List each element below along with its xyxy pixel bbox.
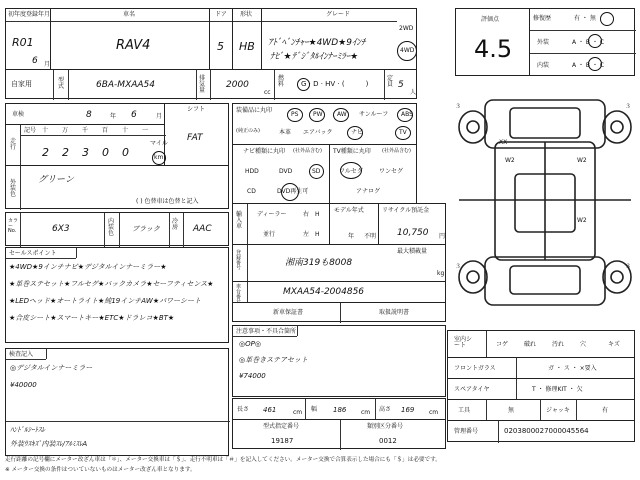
cc-unit: cc <box>264 89 271 96</box>
inspection-year: 8 <box>86 110 92 120</box>
car-outline-diagram <box>455 82 635 327</box>
diagram-mark-w2-1: W2 <box>505 157 515 164</box>
inspection-month-unit: 月 <box>156 113 163 120</box>
model-year-cell <box>329 203 379 245</box>
sales-points-title: セールスポイント <box>9 250 57 257</box>
remarks-cell <box>232 325 446 397</box>
repair-options: 有 ・ 無 <box>574 15 596 22</box>
equipment-item: ABS <box>401 111 413 118</box>
diagram-mark-xx: XX <box>499 139 508 146</box>
model-year-unknown: 不明 <box>364 233 377 240</box>
mileage-sym-label: 記号 <box>24 127 37 134</box>
nav-cd: CD <box>247 188 256 195</box>
car-diagram <box>455 82 635 327</box>
mileage-digit-head: 百 <box>102 127 109 134</box>
tv-types <box>329 144 417 204</box>
width-value: 186 <box>333 406 347 414</box>
capacity-label: 定員 <box>387 75 394 88</box>
nav-hdd: HDD <box>245 168 259 175</box>
mileage-digit: 0 <box>122 146 129 159</box>
codes-row <box>5 212 229 246</box>
tv-note: (社外品含む) <box>382 148 411 154</box>
int-options: A ・ B ・ C <box>572 62 605 69</box>
model-code: 6BA-MXAA54 <box>96 80 156 90</box>
warranty-handbook: 取扱説明書 <box>379 309 410 316</box>
nav-note: (社外品含む) <box>293 148 322 154</box>
km-label: km <box>154 154 164 161</box>
score-cell <box>455 8 530 76</box>
grade-line1: ｱﾄﾞﾍﾞﾝﾁｬｰ★4WD★9ｲﾝﾁ <box>268 38 366 48</box>
height-label: 高さ <box>379 406 392 413</box>
nav-sd: SD <box>312 168 321 175</box>
length-value: 461 <box>263 406 277 414</box>
footer-line2: ※ メーター交換の条件はついていないものはメーター改ざん車となります。 <box>5 467 196 473</box>
shift-label: シフト <box>187 106 206 113</box>
inspector-title: 検査記入 <box>9 351 34 358</box>
tv-label: TV種類に丸印 <box>333 148 371 155</box>
mileage-cell <box>5 124 168 166</box>
mgmt-row <box>447 420 635 442</box>
dimensions-row <box>232 398 446 420</box>
bracket-4: ３ <box>625 263 632 270</box>
ac-label: 冷房 <box>172 218 179 231</box>
spare-label: スペアタイヤ <box>454 386 490 393</box>
equipment-label: 装備品に丸印 <box>236 107 273 114</box>
sales-point-line: ★LEDヘッド★オートライト★純19インチAW★パワーシート <box>9 297 201 305</box>
tv-oneseg: ワンセグ <box>379 168 404 175</box>
width-unit: cm <box>361 409 371 416</box>
mileage-digit-head: 万 <box>62 127 69 134</box>
row2 <box>5 69 417 99</box>
capacity-unit: 人 <box>410 89 417 96</box>
repair-label: 修復歴 <box>533 15 552 22</box>
car-name-label: 車名 <box>123 11 136 18</box>
mileage-label: 走行 <box>10 138 17 151</box>
mileage-digit-head: 十 <box>42 127 49 134</box>
exterior-cell <box>5 165 229 209</box>
score-label: 評価点 <box>481 16 500 23</box>
capacity-value: 5 <box>398 80 404 90</box>
displacement-label: 排気量 <box>199 75 206 94</box>
max-load-label: 最大積載量 <box>397 248 428 255</box>
spare-options: T ・ 修理KIT ・ 欠 <box>532 386 583 393</box>
interior-cond-item: 破れ <box>524 341 537 348</box>
interior-label: 内装色 <box>108 218 115 237</box>
chassis-cell <box>232 281 446 303</box>
inspection-label: 車検 <box>12 111 25 118</box>
sales-point-line: ★革巻ステセット★フルセグ★バックカメラ★セーフティセンス★ <box>9 280 214 288</box>
equipment-item: PS <box>291 111 299 118</box>
jack-label: ジャッキ <box>546 407 570 414</box>
length-label: 長さ <box>237 406 250 413</box>
model-year-unit: 年 <box>348 233 355 240</box>
doors-value: 5 <box>217 40 224 53</box>
import-right: 右 <box>303 211 310 218</box>
category-value: 0012 <box>379 437 397 445</box>
nav-types <box>232 144 330 204</box>
mile-label: マイル <box>150 140 168 147</box>
nav-label: ナビ種類に丸印 <box>243 148 286 155</box>
doors-label: ドア <box>215 11 227 18</box>
score-value: 4.5 <box>474 35 513 63</box>
inspector-price: ¥40000 <box>10 381 37 389</box>
mgmt-label: 管理番号 <box>454 428 479 435</box>
length-unit: cm <box>293 409 303 416</box>
width-label: 幅 <box>311 406 318 413</box>
plate-label: 登録番号 <box>236 250 242 271</box>
remarks-line1: ◎OP◎ <box>239 340 261 348</box>
glass-label: フロントガラス <box>454 365 496 372</box>
equipment-item: AW <box>337 111 347 118</box>
interior-cond-item: キズ <box>608 341 620 348</box>
interior-cond-item: コゲ <box>496 341 509 348</box>
mileage-digit-head: 十 <box>122 127 129 134</box>
inspection-year-unit: 年 <box>110 113 117 120</box>
warranty-row <box>232 302 446 322</box>
inspector-item: ◎デジタルインナーミラー <box>10 364 93 372</box>
bracket-3: ３ <box>455 263 462 270</box>
doors-cell <box>209 8 233 70</box>
inspection-cell <box>5 103 165 125</box>
reg-month-unit: 月 <box>44 61 51 68</box>
inspection-month: 6 <box>131 110 137 120</box>
reg-month-value: 6 <box>32 56 38 66</box>
plate-cell <box>232 244 446 282</box>
equipment-item: ナビ <box>351 129 364 136</box>
type-number-label: 型式指定番号 <box>263 423 300 430</box>
grade-label: グレード <box>326 11 351 18</box>
import-dealer: ディーラー <box>257 211 287 218</box>
mileage-digit: 2 <box>42 146 49 159</box>
interior-cond-item: 穴 <box>580 341 587 348</box>
glass-row <box>447 357 635 379</box>
remarks-line2: ◎革巻きステアセット <box>239 356 308 364</box>
tools-value: 無 <box>508 407 515 414</box>
diagram-mark-w2-3: W2 <box>577 217 587 224</box>
remarks-line3: ¥74000 <box>239 372 266 380</box>
equipment-item: サンルーフ <box>359 111 389 118</box>
recycle-yen: 円 <box>439 233 446 240</box>
inspector-notes <box>5 348 229 456</box>
car-name-value: RAV4 <box>116 38 151 53</box>
tools-label: 工具 <box>458 407 471 414</box>
grade-line2: ﾅﾋﾞ★ﾃﾞｼﾞﾀﾙｲﾝﾅｰﾐﾗｰ★ <box>270 52 359 62</box>
inspector-note2: 外装ｳｽｷｽﾞ内装ｽﾚ/ｱﾙﾐｽﾚA <box>10 440 88 448</box>
recycle-amount: 10,750 <box>397 228 429 238</box>
import-cell <box>232 203 330 245</box>
tools-row <box>447 399 635 421</box>
use-value: 自家用 <box>11 80 32 88</box>
ext-options: A ・ B ・ C <box>572 39 605 46</box>
glass-options: ガ ・ ス ・ ×要入 <box>548 365 597 372</box>
equipment-cell <box>232 103 417 145</box>
jack-value: 有 <box>602 407 609 414</box>
max-load-unit: kg <box>437 270 445 277</box>
drive-value: 4WD <box>400 47 415 54</box>
tv-analog: アナログ <box>356 188 381 195</box>
condition-cell <box>529 8 635 76</box>
int-label: 内装 <box>537 62 550 69</box>
plate-value: 湘南319も8008 <box>285 258 353 268</box>
interior-seat-row <box>447 330 635 358</box>
mgmt-value: 0203800027000045564 <box>504 427 589 435</box>
sales-point-line: ★合皮シート★スマートキー★ETC★ドラレコ★BT★ <box>9 314 175 322</box>
mileage-digit-head: 千 <box>82 127 89 134</box>
ac-value: AAC <box>193 224 212 234</box>
fuel-value: G · D · HV · ( ) <box>301 80 369 88</box>
mileage-digit: 0 <box>102 146 109 159</box>
shape-cell <box>232 8 262 70</box>
equipment-item: エアバック <box>303 129 333 136</box>
color-no-label: カラー No. <box>8 218 19 234</box>
nav-dvd: DVD <box>279 168 293 175</box>
chassis-label: 車台番 <box>236 284 242 300</box>
mileage-digit: 2 <box>62 146 69 159</box>
ext-label: 外装 <box>537 39 550 46</box>
mileage-digit: 3 <box>82 146 89 159</box>
bracket-1: ３ <box>455 103 462 110</box>
chassis-value: MXAA54-2004856 <box>283 287 365 297</box>
fuel-label: 燃料 <box>278 75 285 88</box>
color-no-value: 6X3 <box>52 224 70 234</box>
classification-row <box>232 419 446 449</box>
nav-dvd-play: DVD再生可 <box>277 188 309 195</box>
shape-label: 形状 <box>240 11 253 18</box>
remarks-title: 注意事項・不具合箇所 <box>236 328 297 335</box>
footer-line1: 走行距離の記号欄にメーター改ざん車は「＊」、メーター交換車は「＄」、走行不明車は「＃」を記入してください。メーター交換で合算表示した場合にも「＄」は必要です。 <box>5 457 441 463</box>
equipment-item: PW <box>313 111 323 118</box>
model-label: 型式 <box>58 77 65 90</box>
interior-seat-label: 室内シート <box>454 336 473 349</box>
import-parallel: 並行 <box>263 231 276 238</box>
import-label: 輸入車 <box>236 211 243 230</box>
interior-cond-item: 汚れ <box>552 341 565 348</box>
type-number-value: 19187 <box>271 437 294 445</box>
inspector-note1: ﾊﾝﾄﾞﾙｼｰﾄｽﾚ <box>10 426 45 434</box>
displacement-value: 2000 <box>226 80 249 90</box>
reg-year-label: 初年度登録年月 <box>8 11 51 18</box>
sales-point-line: ★4WD★9インチナビ★デジタルインナーミラー★ <box>9 263 167 271</box>
recycle-cell <box>378 203 446 245</box>
height-value: 169 <box>401 406 415 414</box>
model-year-label: モデル年式 <box>334 207 364 214</box>
shift-value: FAT <box>187 133 203 143</box>
import-h1: H <box>315 211 320 218</box>
car-name-cell <box>50 8 210 70</box>
diagram-mark-w2-2: W2 <box>577 157 587 164</box>
sales-points <box>5 247 229 343</box>
equipment-item: 本革 <box>279 129 292 136</box>
interior-value: ブラック <box>132 225 160 233</box>
exterior-note: ( ) 色替車は色替と記入 <box>136 198 199 205</box>
reg-year-value: R01 <box>12 36 34 49</box>
reg-year-cell <box>5 8 51 70</box>
category-label: 類別区分番号 <box>367 423 404 430</box>
tv-fullseg: フルセグ <box>339 168 363 175</box>
drive-label: 2WD <box>399 25 414 32</box>
height-unit: cm <box>429 409 439 416</box>
shift-cell <box>164 103 229 166</box>
grade-cell <box>261 8 417 70</box>
recycle-label: リサイクル預託金 <box>382 207 430 214</box>
mileage-digit-head: 一 <box>142 127 149 134</box>
spare-row <box>447 378 635 400</box>
warranty-manual: 新車保証書 <box>273 309 304 316</box>
import-left: 左 <box>303 231 310 238</box>
import-h2: H <box>315 231 320 238</box>
bracket-2: ３ <box>625 103 632 110</box>
equipment-label2: (純正のみ) <box>236 128 260 134</box>
equipment-item: TV <box>399 129 407 136</box>
exterior-color: グリーン <box>38 175 74 185</box>
exterior-label: 外装色 <box>10 179 17 198</box>
shape-value: HB <box>239 40 255 53</box>
